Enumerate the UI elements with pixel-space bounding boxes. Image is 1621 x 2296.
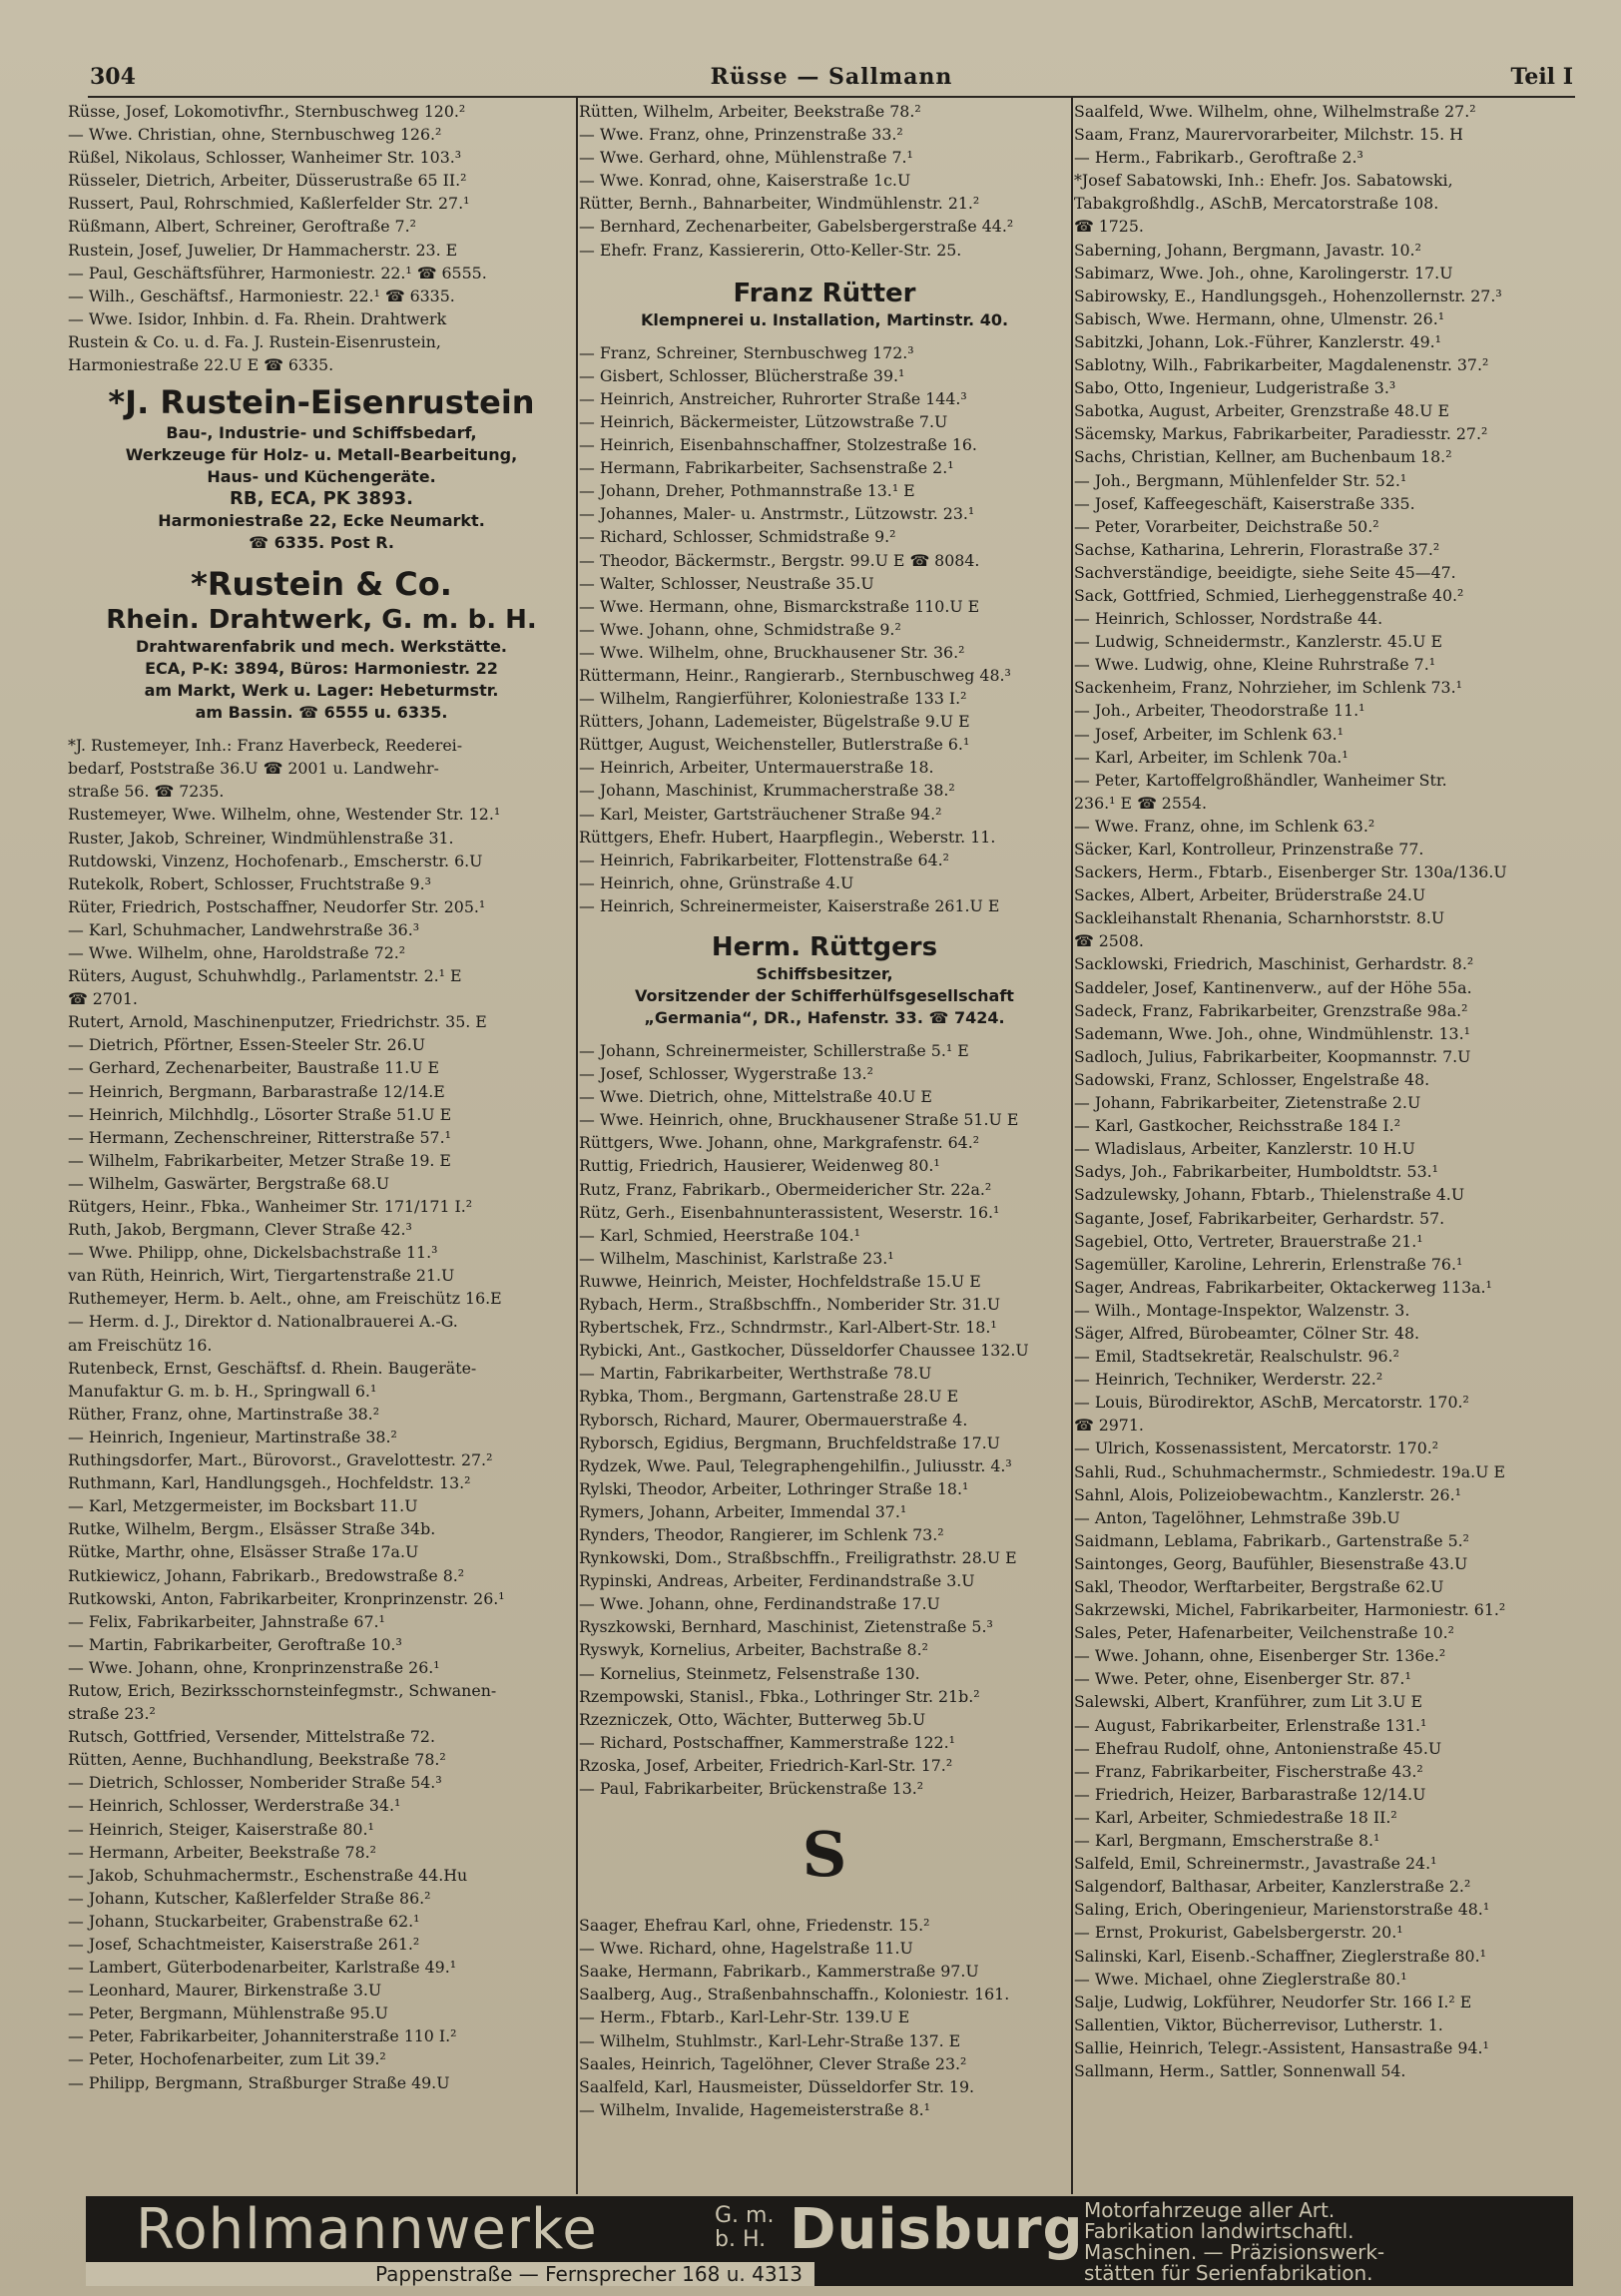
directory-entry: Salgendorf, Balthasar, Arbeiter, Kanzlerstraße 2.² [1074, 1877, 1471, 1897]
directory-entry: — Anton, Tagelöhner, Lehmstraße 39b.U [1074, 1507, 1400, 1527]
directory-entry: — Josef, Schlosser, Wygerstraße 13.² [579, 1064, 873, 1084]
ad-line: am Markt, Werk u. Lager: Hebeturmstr. [144, 681, 499, 701]
ad-line: Harmoniestraße 22, Ecke Neumarkt. [158, 511, 485, 531]
directory-entry: — Karl, Schmied, Heerstraße 104.¹ [579, 1225, 860, 1245]
directory-entry: Sack, Gottfried, Schmied, Lierheggenstraße 40.² [1074, 585, 1464, 605]
directory-entry: — Heinrich, Bergmann, Barbarastraße 12/14.E [68, 1081, 445, 1101]
directory-entry: — Dietrich, Schlosser, Nomberider Straße 54.³ [68, 1773, 442, 1793]
directory-entry: Ruttig, Friedrich, Hausierer, Weidenweg 80.¹ [579, 1156, 940, 1176]
directory-entry: — Wladislaus, Arbeiter, Kanzlerstr. 10 H.U [1074, 1139, 1415, 1159]
directory-entry: — Richard, Postschaffner, Kammerstraße 122.¹ [579, 1732, 955, 1752]
directory-entry: Rutenbeck, Ernst, Geschäftsf. d. Rhein. Baugeräte- [68, 1358, 477, 1378]
directory-entry: — Heinrich, Ingenieur, Martinstraße 38.² [68, 1427, 397, 1446]
directory-entry: Sachs, Christian, Kellner, am Buchenbaum 18.² [1074, 447, 1452, 467]
directory-entry: Rutsch, Gottfried, Versender, Mittelstraße 72. [68, 1727, 435, 1747]
directory-entry: — Paul, Geschäftsführer, Harmoniestr. 22.¹ ☎ 6555. [68, 263, 487, 283]
ad-line: Vorsitzender der Schifferhülfsgesellschaft [635, 986, 1014, 1005]
directory-entry: — Josef, Schachtmeister, Kaiserstraße 261.² [68, 1935, 420, 1954]
ad-line: Werkzeuge für Holz- u. Metall-Bearbeitung, [125, 445, 518, 465]
directory-entry: — Wwe. Franz, ohne, Prinzenstraße 33.² [579, 125, 903, 145]
column-divider [1071, 98, 1073, 2194]
directory-entry: Saberning, Johann, Bergmann, Javastr. 10.² [1074, 240, 1421, 260]
directory-entry: — Heinrich, Anstreicher, Ruhrorter Straße 144.³ [579, 388, 967, 408]
directory-entry: Sabimarz, Wwe. Joh., ohne, Karolingerstr. 17.U [1074, 263, 1453, 283]
directory-entry: Sadys, Joh., Fabrikarbeiter, Humboldtstr. 53.¹ [1074, 1162, 1438, 1182]
directory-entry: — Herm., Fbtarb., Karl-Lehr-Str. 139.U E [579, 2008, 910, 2027]
footer-advertisement [86, 2196, 1573, 2286]
directory-entry: Säger, Alfred, Bürobeamter, Cölner Str. 48. [1074, 1323, 1420, 1343]
directory-entry: Rüßel, Nikolaus, Schlosser, Wanheimer Str. 103.³ [68, 148, 462, 168]
directory-entry: straße 23.² [68, 1704, 156, 1724]
directory-entry: — Peter, Bergmann, Mühlenstraße 95.U [68, 2004, 388, 2023]
page-number: 304 [90, 64, 136, 90]
directory-entry: Sahli, Rud., Schuhmachermstr., Schmiedestr. 19a.U E [1074, 1461, 1506, 1481]
ad-subtitle: Rhein. Drahtwerk, G. m. b. H. [106, 605, 537, 636]
directory-entry: Tabakgroßhdlg., ASchB, Mercatorstraße 108. [1074, 194, 1439, 214]
directory-entry: — Wwe. Wilhelm, ohne, Haroldstraße 72.² [68, 942, 406, 962]
ad-line: Drahtwarenfabrik und mech. Werkstätte. [135, 637, 508, 657]
directory-entry: Rutz, Franz, Fabrikarb., Obermeidericher Str. 22a.² [579, 1179, 992, 1199]
directory-entry: Rustein & Co. u. d. Fa. J. Rustein-Eisenrustein, [68, 331, 441, 351]
directory-entry: Sadzulewsky, Johann, Fbtarb., Thielenstraße 4.U [1074, 1185, 1465, 1205]
directory-entry: — Wwe. Christian, ohne, Sternbuschweg 126.² [68, 125, 442, 145]
directory-entry: Sabotka, August, Arbeiter, Grenzstraße 48.U E [1074, 401, 1449, 421]
directory-entry: Sademann, Wwe. Joh., ohne, Windmühlenstr. 13.¹ [1074, 1023, 1470, 1043]
directory-entry: Sagebiel, Otto, Vertreter, Brauerstraße 21.¹ [1074, 1231, 1423, 1251]
directory-entry: — Josef, Kaffeegeschäft, Kaiserstraße 335. [1074, 493, 1415, 513]
directory-entry: — Franz, Fabrikarbeiter, Fischerstraße 43.² [1074, 1761, 1423, 1781]
directory-entry: — Wwe. Dietrich, ohne, Mittelstraße 40.U E [579, 1087, 932, 1107]
directory-entry: — Heinrich, ohne, Grünstraße 4.U [579, 872, 854, 892]
directory-entry: — Wilhelm, Maschinist, Karlstraße 23.¹ [579, 1248, 894, 1268]
directory-entry: — Wilhelm, Invalide, Hagemeisterstraße 8.¹ [579, 2099, 930, 2119]
directory-entry: — Hermann, Fabrikarbeiter, Sachsenstraße 2.¹ [579, 458, 954, 478]
directory-entry: Rüttgers, Ehefr. Hubert, Haarpflegin., Weberstr. 11. [579, 827, 996, 847]
directory-entry: — Franz, Schreiner, Sternbuschweg 172.³ [579, 342, 914, 362]
directory-entry: Rüttger, August, Weichensteller, Butlerstraße 6.¹ [579, 735, 970, 755]
directory-entry: ☎ 2971. [1074, 1416, 1144, 1435]
directory-entry: Ruthemeyer, Herm. b. Aelt., ohne, am Freischütz 16.E [68, 1289, 502, 1309]
directory-entry: Rymers, Johann, Arbeiter, Immendal 37.¹ [579, 1501, 907, 1521]
directory-entry: — Martin, Fabrikarbeiter, Werthstraße 78.U [579, 1364, 932, 1384]
directory-entry: — Johannes, Maler- u. Anstrmstr., Lützowstr. 23.¹ [579, 504, 975, 524]
column-2 [579, 100, 1070, 2192]
directory-entry: — Friedrich, Heizer, Barbarastraße 12/14.U [1074, 1784, 1426, 1804]
directory-entry: Ryszkowski, Bernhard, Maschinist, Zietenstraße 5.³ [579, 1617, 993, 1637]
directory-entry: — Heinrich, Arbeiter, Untermauerstraße 18. [579, 758, 934, 778]
directory-entry: Manufaktur G. m. b. H., Springwall 6.¹ [68, 1381, 377, 1401]
directory-entry: — Wwe. Ludwig, ohne, Kleine Ruhrstraße 7.¹ [1074, 655, 1436, 675]
directory-entry: Rutow, Erich, Bezirksschornsteinfegmstr., Schwanen- [68, 1680, 497, 1700]
directory-entry: — Johann, Stuckarbeiter, Grabenstraße 62.¹ [68, 1911, 420, 1931]
directory-entry: — Johann, Dreher, Pothmannstraße 13.¹ E [579, 481, 915, 501]
directory-entry: — Wwe. Gerhard, ohne, Mühlenstraße 7.¹ [579, 148, 913, 168]
directory-entry: Rutdowski, Vinzenz, Hochofenarb., Emscherstr. 6.U [68, 851, 483, 870]
directory-entry: — Josef, Arbeiter, im Schlenk 63.¹ [1074, 724, 1344, 744]
directory-entry: — Karl, Metzgermeister, im Bocksbart 11.U [68, 1496, 418, 1516]
directory-entry: Russert, Paul, Rohrschmied, Kaßlerfelder Str. 27.¹ [68, 194, 470, 214]
directory-entry: Saager, Ehefrau Karl, ohne, Friedenstr. 15.² [579, 1916, 930, 1936]
footer-legal-form-line: b. H. [715, 2227, 767, 2252]
directory-entry: — Wilh., Montage-Inspektor, Walzenstr. 3. [1074, 1300, 1410, 1320]
directory-entry: Sachse, Katharina, Lehrerin, Florastraße 37.² [1074, 539, 1440, 559]
directory-entry: Salfeld, Emil, Schreinermstr., Javastraße 24.¹ [1074, 1854, 1437, 1874]
directory-entry: — Heinrich, Fabrikarbeiter, Flottenstraße 64.² [579, 850, 950, 869]
directory-entry: Saalberg, Aug., Straßenbahnschaffn., Koloniestr. 161. [579, 1985, 1010, 2005]
directory-entry: Sackes, Albert, Arbeiter, Brüderstraße 24.U [1074, 885, 1426, 905]
directory-entry: — Heinrich, Techniker, Werderstr. 22.² [1074, 1370, 1383, 1390]
directory-entry: Sackers, Herm., Fbtarb., Eisenberger Str. 130a/136.U [1074, 862, 1507, 882]
directory-entry: Salewski, Albert, Kranführer, zum Lit 3.U E [1074, 1692, 1423, 1712]
directory-entry: — Gerhard, Zechenarbeiter, Baustraße 11.U E [68, 1058, 440, 1078]
directory-entry: — Peter, Hochofenarbeiter, zum Lit 39.² [68, 2049, 386, 2069]
directory-entry: Rustein, Josef, Juwelier, Dr Hammacherstr. 23. E [68, 240, 458, 260]
directory-entry: — Wilhelm, Stuhlmstr., Karl-Lehr-Straße 137. E [579, 2030, 961, 2050]
ad-line: Haus- und Küchengeräte. [207, 467, 436, 487]
ad-title: Herm. Rüttgers [711, 932, 938, 962]
directory-entry: — Heinrich, Eisenbahnschaffner, Stolzestraße 16. [579, 435, 977, 455]
directory-entry: bedarf, Poststraße 36.U ☎ 2001 u. Landwehr- [68, 759, 439, 779]
entry-list [579, 1039, 1070, 1800]
directory-entry: Sackleihanstalt Rhenania, Scharnhorststr. 8.U [1074, 908, 1445, 928]
directory-entry: — Walter, Schlosser, Neustraße 35.U [579, 573, 874, 593]
directory-entry: Säcker, Karl, Kontrolleur, Prinzenstraße 77. [1074, 840, 1424, 859]
column-divider [576, 98, 578, 2194]
directory-entry: — Ulrich, Kossenassistent, Mercatorstr. 170.² [1074, 1438, 1439, 1458]
directory-entry: Rütters, Johann, Lademeister, Bügelstraße 9.U E [579, 712, 970, 732]
directory-entry: — Theodor, Bäckermstr., Bergstr. 99.U E ☎ 8084. [579, 550, 980, 570]
directory-entry: — Peter, Vorarbeiter, Deichstraße 50.² [1074, 516, 1379, 536]
footer-products-line: Motorfahrzeuge aller Art. [1084, 2198, 1336, 2222]
directory-entry: Rybertschek, Frz., Schndrmstr., Karl-Albert-Str. 18.¹ [579, 1318, 997, 1338]
footer-company-name: Rohlmannwerke [136, 2197, 598, 2262]
directory-entry: Ryborsch, Egidius, Bergmann, Bruchfeldstraße 17.U [579, 1433, 1000, 1452]
directory-entry: Rustemeyer, Wwe. Wilhelm, ohne, Westender Str. 12.¹ [68, 805, 501, 825]
directory-entry: — Wwe. Johann, ohne, Eisenberger Str. 136e.² [1074, 1646, 1446, 1666]
directory-entry: Sahnl, Alois, Polizeiobewachtm., Kanzlerstr. 26.¹ [1074, 1484, 1461, 1504]
directory-entry: — Ludwig, Schneidermstr., Kanzlerstr. 45.U E [1074, 632, 1443, 652]
directory-entry: Rüttgers, Wwe. Johann, ohne, Markgrafenstr. 64.² [579, 1133, 980, 1153]
directory-entry: Ruth, Jakob, Bergmann, Clever Straße 42.³ [68, 1220, 412, 1240]
ad-line: Bau-, Industrie- und Schiffsbedarf, [166, 423, 477, 443]
entry-list [579, 100, 1070, 262]
directory-entry: *Josef Sabatowski, Inh.: Ehefr. Jos. Sabatowski, [1074, 171, 1453, 191]
directory-entry: — Wwe. Franz, ohne, im Schlenk 63.² [1074, 816, 1375, 836]
footer-city: Duisburg [790, 2197, 1084, 2262]
directory-entry: Ruthingsdorfer, Mart., Bürovorst., Gravelottestr. 27.² [68, 1450, 493, 1470]
ad-line: Klempnerei u. Installation, Martinstr. 40. [640, 309, 1009, 329]
column-1 [68, 100, 575, 2192]
directory-entry: Säcemsky, Markus, Fabrikarbeiter, Paradiesstr. 27.² [1074, 424, 1488, 444]
directory-entry: Rütz, Gerh., Eisenbahnunterassistent, Weserstr. 16.¹ [579, 1202, 1000, 1222]
ad-line: Schiffsbesitzer, [756, 964, 893, 983]
directory-entry: Sabirowsky, E., Handlungsgeh., Hohenzollernstr. 27.³ [1074, 286, 1502, 305]
ad-rustein-co [68, 564, 575, 724]
header-rule [88, 96, 1575, 98]
directory-entry: Rzempowski, Stanisl., Fbka., Lothringer Str. 21b.² [579, 1686, 980, 1706]
directory-entry: — Wwe. Isidor, Inhbin. d. Fa. Rhein. Drahtwerk [68, 308, 447, 328]
directory-entry: Sagante, Josef, Fabrikarbeiter, Gerhardstr. 57. [1074, 1208, 1445, 1228]
directory-entry: — Wwe. Michael, ohne Zieglerstraße 80.¹ [1074, 1969, 1407, 1989]
directory-entry: — Heinrich, Schlosser, Nordstraße 44. [1074, 609, 1383, 629]
directory-entry: Saling, Erich, Oberingenieur, Marienstorstraße 48.¹ [1074, 1900, 1490, 1920]
directory-entry: — Wilh., Geschäftsf., Harmoniestr. 22.¹ ☎ 6335. [68, 286, 455, 305]
directory-entry: Rütten, Aenne, Buchhandlung, Beekstraße 78.² [68, 1750, 446, 1770]
directory-entry: — Wilhelm, Fabrikarbeiter, Metzer Straße 19. E [68, 1150, 451, 1170]
directory-entry: Saake, Hermann, Fabrikarb., Kammerstraße 97.U [579, 1962, 979, 1982]
directory-entry: — Wilhelm, Rangierführer, Koloniestraße 133 I.² [579, 689, 967, 709]
directory-entry: Rütgers, Heinr., Fbka., Wanheimer Str. 171/171 I.² [68, 1197, 473, 1216]
directory-entry: Rütke, Marthr, ohne, Elsässer Straße 17a.U [68, 1542, 419, 1562]
directory-entry: Rüttermann, Heinr., Rangierarb., Sternbuschweg 48.³ [579, 665, 1011, 685]
directory-entry: — Wwe. Philipp, ohne, Dickelsbachstraße 11.³ [68, 1243, 438, 1263]
directory-entry: ☎ 2701. [68, 989, 138, 1009]
directory-entry: — Johann, Maschinist, Krummacherstraße 38.² [579, 781, 955, 801]
directory-entry: Saidmann, Leblama, Fabrikarb., Gartenstraße 5.² [1074, 1530, 1470, 1550]
entry-list [1074, 100, 1577, 2082]
directory-entry: Rybka, Thom., Bergmann, Gartenstraße 28.U E [579, 1387, 959, 1407]
directory-entry: — Wwe. Hermann, ohne, Bismarckstraße 110.U E [579, 596, 980, 616]
directory-entry: — Wwe. Heinrich, ohne, Bruckhausener Straße 51.U E [579, 1110, 1019, 1130]
directory-entry: Salje, Ludwig, Lokführer, Neudorfer Str. 166 I.² E [1074, 1992, 1472, 2011]
directory-entry: Rutke, Wilhelm, Bergm., Elsässer Straße 34b. [68, 1519, 436, 1539]
directory-entry: — Heinrich, Bäckermeister, Lützowstraße 7.U [579, 411, 948, 431]
directory-entry: Rüters, August, Schuhwhdlg., Parlamentstr. 2.¹ E [68, 966, 462, 986]
directory-entry: Rüther, Franz, ohne, Martinstraße 38.² [68, 1404, 380, 1424]
directory-entry: — Dietrich, Pförtner, Essen-Steeler Str. 26.U [68, 1035, 426, 1055]
directory-entry: Saddeler, Josef, Kantinenverw., auf der Höhe 55a. [1074, 977, 1472, 997]
directory-entry: Sallie, Heinrich, Telegr.-Assistent, Hansastraße 94.¹ [1074, 2037, 1489, 2057]
directory-entry: Sakrzewski, Michel, Fabrikarbeiter, Harmoniestr. 61.² [1074, 1600, 1506, 1620]
directory-entry: Sallmann, Herm., Sattler, Sonnenwall 54. [1074, 2060, 1406, 2080]
directory-entry: — Johann, Fabrikarbeiter, Zietenstraße 2.U [1074, 1093, 1421, 1113]
directory-entry: — Johann, Schreinermeister, Schillerstraße 5.¹ E [579, 1041, 969, 1060]
directory-entry: — Jakob, Schuhmachermstr., Eschenstraße 44.Hu [68, 1865, 468, 1885]
entry-list [68, 100, 575, 376]
directory-entry: — Richard, Schlosser, Schmidstraße 9.² [579, 527, 896, 547]
directory-entry: ☎ 2508. [1074, 931, 1144, 951]
ad-title: *Rustein & Co. [191, 565, 452, 604]
directory-entry: Sabitzki, Johann, Lok.-Führer, Kanzlerstr. 49.¹ [1074, 331, 1442, 351]
directory-entry: — Emil, Stadtsekretär, Realschulstr. 96.² [1074, 1347, 1399, 1367]
directory-entry: Rynkowski, Dom., Straßbschffn., Freiligrathstr. 28.U E [579, 1548, 1017, 1568]
part-label: Teil I [1510, 64, 1573, 90]
directory-entry: Ruthmann, Karl, Handlungsgeh., Hochfeldstr. 13.² [68, 1473, 471, 1493]
entry-list [579, 1914, 1070, 2121]
directory-entry: Rutkowski, Anton, Fabrikarbeiter, Kronprinzenstr. 26.¹ [68, 1588, 505, 1608]
ad-line: „Germania“, DR., Hafenstr. 33. ☎ 7424. [644, 1008, 1005, 1027]
directory-entry: Rutert, Arnold, Maschinenputzer, Friedrichstr. 35. E [68, 1012, 487, 1032]
directory-entry: — Ehefrau Rudolf, ohne, Antonienstraße 45.U [1074, 1738, 1442, 1758]
directory-entry: — Karl, Arbeiter, im Schlenk 70a.¹ [1074, 747, 1349, 767]
entry-list [68, 734, 575, 2094]
directory-entry: Saalfeld, Wwe. Wilhelm, ohne, Wilhelmstraße 27.² [1074, 102, 1476, 121]
footer-legal-form [715, 2204, 774, 2252]
footer-products [1084, 2200, 1384, 2284]
directory-entry: 236.¹ E ☎ 2554. [1074, 793, 1208, 813]
directory-entry: — Lambert, Güterbodenarbeiter, Karlstraße 49.¹ [68, 1958, 457, 1978]
directory-entry: Saales, Heinrich, Tagelöhner, Clever Straße 23.² [579, 2053, 967, 2073]
directory-entry: Sackenheim, Franz, Nohrzieher, im Schlenk 73.¹ [1074, 678, 1462, 698]
directory-entry: Sablotny, Wilh., Fabrikarbeiter, Magdalenenstr. 37.² [1074, 355, 1489, 375]
directory-entry: *J. Rustemeyer, Inh.: Franz Haverbeck, Reederei- [68, 736, 463, 756]
directory-entry: — Hermann, Arbeiter, Beekstraße 78.² [68, 1842, 376, 1862]
directory-entry: Rutkiewicz, Johann, Fabrikarb., Bredowstraße 8.² [68, 1565, 465, 1585]
directory-entry: Rybach, Herm., Straßbschffn., Nomberider Str. 31.U [579, 1295, 1001, 1315]
directory-entry: Rybicki, Ant., Gastkocher, Düsseldorfer Chaussee 132.U [579, 1341, 1029, 1361]
directory-entry: Saam, Franz, Maurervorarbeiter, Milchstr. 15. H [1074, 125, 1463, 145]
directory-entry: — Karl, Bergmann, Emscherstraße 8.¹ [1074, 1831, 1380, 1851]
directory-entry: Rynders, Theodor, Rangierer, im Schlenk 73.² [579, 1524, 944, 1544]
directory-entry: Rzezniczek, Otto, Wächter, Butterweg 5b.U [579, 1709, 926, 1729]
directory-entry: Rutekolk, Robert, Schlosser, Fruchtstraße 9.³ [68, 873, 431, 893]
directory-entry: Sadeck, Franz, Fabrikarbeiter, Grenzstraße 98a.² [1074, 1000, 1468, 1020]
directory-entry: Saalfeld, Karl, Hausmeister, Düsseldorfer Str. 19. [579, 2076, 975, 2096]
ad-rustein-eisenrustein [68, 382, 575, 554]
directory-entry: — Wwe. Konrad, ohne, Kaiserstraße 1c.U [579, 171, 911, 191]
ad-title: Franz Rütter [733, 278, 916, 308]
directory-entry: — Heinrich, Steiger, Kaiserstraße 80.¹ [68, 1819, 374, 1839]
directory-entry: am Freischütz 16. [68, 1335, 213, 1355]
directory-entry: — Leonhard, Maurer, Birkenstraße 3.U [68, 1981, 382, 2001]
directory-entry: — Ernst, Prokurist, Gabelsbergerstr. 20.¹ [1074, 1923, 1403, 1943]
directory-entry: — Karl, Meister, Gartsträuchener Straße 94.² [579, 804, 942, 824]
directory-entry: Sadowski, Franz, Schlosser, Engelstraße 48. [1074, 1069, 1430, 1089]
directory-entry: — Paul, Fabrikarbeiter, Brückenstraße 13.² [579, 1779, 924, 1798]
ad-line: am Bassin. ☎ 6555 u. 6335. [195, 703, 448, 723]
directory-entry: — Kornelius, Steinmetz, Felsenstraße 130. [579, 1663, 920, 1683]
directory-entry: Ruster, Jakob, Schreiner, Windmühlenstraße 31. [68, 828, 454, 848]
directory-entry: van Rüth, Heinrich, Wirt, Tiergartenstraße 21.U [68, 1266, 455, 1286]
directory-entry: — Herm. d. J., Direktor d. Nationalbrauerei A.-G. [68, 1312, 458, 1332]
directory-entry: — Felix, Fabrikarbeiter, Jahnstraße 67.¹ [68, 1611, 385, 1631]
footer-products-line: stätten für Serienfabrikation. [1084, 2261, 1373, 2285]
section-letter: S [802, 1818, 847, 1892]
directory-entry: Saintonges, Georg, Baufühler, Biesenstraße 43.U [1074, 1553, 1468, 1573]
directory-entry: Sagemüller, Karoline, Lehrerin, Erlenstraße 76.¹ [1074, 1254, 1463, 1274]
footer-products-line: Fabrikation landwirtschaftl. [1084, 2219, 1354, 2243]
directory-entry: Rüsse, Josef, Lokomotivfhr., Sternbuschweg 120.² [68, 102, 466, 121]
directory-entry: — Peter, Fabrikarbeiter, Johanniterstraße 110 I.² [68, 2026, 457, 2046]
directory-entry: Sacklowski, Friedrich, Maschinist, Gerhardstr. 8.² [1074, 954, 1474, 974]
directory-entry: Rüter, Friedrich, Postschaffner, Neudorfer Str. 205.¹ [68, 896, 486, 916]
directory-entry: Rypinski, Andreas, Arbeiter, Ferdinandstraße 3.U [579, 1571, 975, 1591]
directory-entry: — Hermann, Zechenschreiner, Ritterstraße 57.¹ [68, 1127, 451, 1147]
directory-entry: Rylski, Theodor, Arbeiter, Lothringer Straße 18.¹ [579, 1478, 969, 1498]
ad-line: RB, ECA, PK 3893. [230, 488, 413, 510]
page-header [90, 64, 1573, 96]
ad-title: *J. Rustein-Eisenrustein [108, 383, 535, 422]
directory-entry: ☎ 1725. [1074, 217, 1144, 237]
directory-entry: Sallentien, Viktor, Bücherrevisor, Lutherstr. 1. [1074, 2014, 1443, 2034]
footer-products-line: Maschinen. — Präzisionswerk- [1084, 2240, 1385, 2264]
page-title: Rüsse — Sallmann [710, 64, 953, 90]
directory-entry: — Karl, Schuhmacher, Landwehrstraße 36.³ [68, 919, 420, 939]
entry-list [579, 341, 1070, 917]
footer-legal-form-line: G. m. [715, 2203, 775, 2228]
directory-entry: — Wwe. Johann, ohne, Kronprinzenstraße 26.¹ [68, 1657, 440, 1677]
ad-herm-ruttgers [579, 931, 1070, 1029]
directory-entry: — Wilhelm, Gaswärter, Bergstraße 68.U [68, 1173, 390, 1193]
directory-entry: — Wwe. Johann, ohne, Ferdinandstraße 17.U [579, 1594, 940, 1614]
directory-entry: — Johann, Kutscher, Kaßlerfelder Straße 86.² [68, 1888, 431, 1908]
directory-entry: Rütten, Wilhelm, Arbeiter, Beekstraße 78.² [579, 102, 921, 121]
directory-entry: Harmoniestraße 22.U E ☎ 6335. [68, 355, 334, 375]
directory-entry: — Wwe. Richard, ohne, Hagelstraße 11.U [579, 1939, 913, 1959]
directory-entry: — Heinrich, Schreinermeister, Kaiserstraße 261.U E [579, 895, 1000, 915]
directory-entry: — Karl, Arbeiter, Schmiedestraße 18 II.² [1074, 1807, 1397, 1827]
directory-entry: Sales, Peter, Hafenarbeiter, Veilchenstraße 10.² [1074, 1623, 1454, 1643]
directory-entry: Rütter, Bernh., Bahnarbeiter, Windmühlenstr. 21.² [579, 194, 980, 214]
directory-entry: — Wwe. Wilhelm, ohne, Bruckhausener Str. 36.² [579, 642, 965, 662]
directory-entry: — Wwe. Johann, ohne, Schmidstraße 9.² [579, 619, 901, 639]
directory-entry: — Herm., Fabrikarb., Geroftraße 2.³ [1074, 148, 1363, 168]
ad-line: ECA, P-K: 3894, Büros: Harmoniestr. 22 [145, 659, 498, 679]
ad-line: ☎ 6335. Post R. [249, 533, 394, 553]
directory-entry: — Karl, Gastkocher, Reichsstraße 184 I.² [1074, 1116, 1401, 1136]
directory-entry: — Ehefr. Franz, Kassiererin, Otto-Keller-Str. 25. [579, 240, 962, 260]
directory-entry: — Bernhard, Zechenarbeiter, Gabelsbergerstraße 44.² [579, 217, 1014, 237]
directory-entry: Rzoska, Josef, Arbeiter, Friedrich-Karl-Str. 17.² [579, 1755, 953, 1775]
directory-entry: Sakl, Theodor, Werftarbeiter, Bergstraße 62.U [1074, 1577, 1444, 1596]
ad-franz-rutter [579, 278, 1070, 331]
directory-entry: — Joh., Arbeiter, Theodorstraße 11.¹ [1074, 701, 1365, 721]
directory-entry: Ryswyk, Kornelius, Arbeiter, Bachstraße 8.² [579, 1640, 928, 1660]
directory-entry: Sabo, Otto, Ingenieur, Ludgeristraße 3.³ [1074, 378, 1396, 398]
directory-entry: — Joh., Bergmann, Mühlenfelder Str. 52.¹ [1074, 470, 1407, 490]
directory-entry: Salinski, Karl, Eisenb.-Schaffner, Zieglerstraße 80.¹ [1074, 1946, 1486, 1966]
directory-entry: Ruwwe, Heinrich, Meister, Hochfeldstraße 15.U E [579, 1271, 981, 1291]
directory-entry: Rüsseler, Dietrich, Arbeiter, Düsserustraße 65 II.² [68, 171, 467, 191]
directory-entry: straße 56. ☎ 7235. [68, 782, 225, 802]
directory-entry: Rydzek, Wwe. Paul, Telegraphengehilfin., Juliusstr. 4.³ [579, 1455, 1012, 1475]
column-3 [1074, 100, 1577, 2192]
directory-entry: — Martin, Fabrikarbeiter, Geroftraße 10.³ [68, 1634, 402, 1654]
directory-entry: Sabisch, Wwe. Hermann, ohne, Ulmenstr. 26.¹ [1074, 308, 1445, 328]
directory-entry: Ryborsch, Richard, Maurer, Obermauerstraße 4. [579, 1410, 968, 1430]
directory-entry: — Philipp, Bergmann, Straßburger Straße 49.U [68, 2072, 450, 2092]
directory-entry: Rüßmann, Albert, Schreiner, Geroftraße 7.² [68, 217, 416, 237]
directory-entry: Sager, Andreas, Fabrikarbeiter, Oktackerweg 113a.¹ [1074, 1277, 1492, 1297]
footer-address: Pappenstraße — Fernsprecher 168 u. 4313 [365, 2262, 812, 2286]
directory-entry: — August, Fabrikarbeiter, Erlenstraße 131.¹ [1074, 1715, 1427, 1735]
directory-entry: — Gisbert, Schlosser, Blücherstraße 39.¹ [579, 365, 905, 385]
directory-entry: — Heinrich, Milchhdlg., Lösorter Straße 51.U E [68, 1104, 452, 1124]
directory-entry: Sachverständige, beeidigte, siehe Seite 45—47. [1074, 562, 1456, 582]
directory-entry: Sadloch, Julius, Fabrikarbeiter, Koopmannstr. 7.U [1074, 1046, 1471, 1066]
directory-entry: — Peter, Kartoffelgroßhändler, Wanheimer Str. [1074, 770, 1447, 790]
directory-entry: — Heinrich, Schlosser, Werderstraße 34.¹ [68, 1796, 401, 1816]
directory-entry: — Wwe. Peter, ohne, Eisenberger Str. 87.¹ [1074, 1669, 1411, 1689]
directory-entry: — Louis, Bürodirektor, ASchB, Mercatorstr. 170.² [1074, 1393, 1469, 1413]
